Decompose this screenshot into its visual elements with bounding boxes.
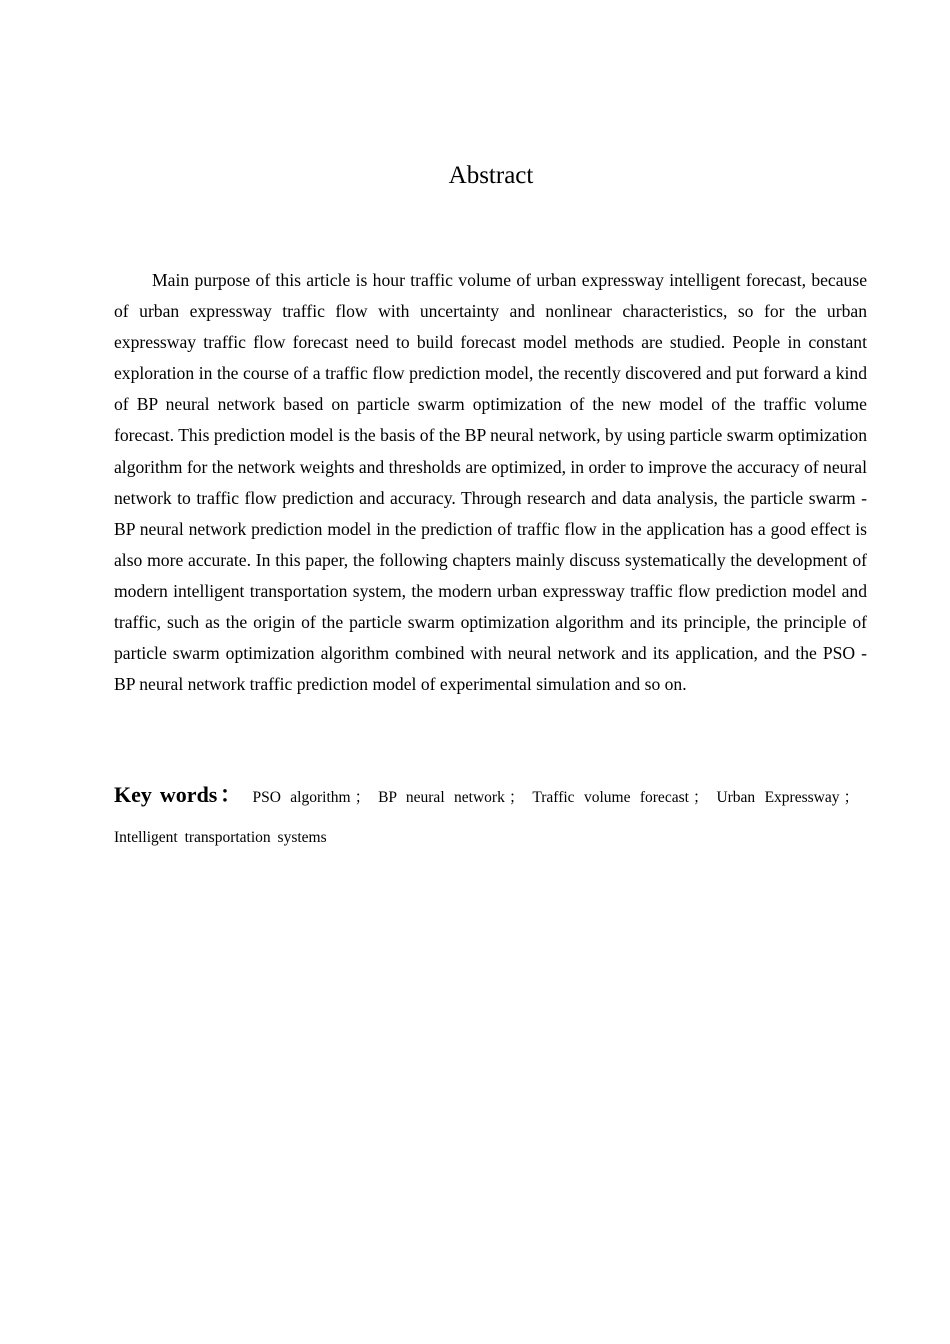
- keyword-item: Intelligent transportation systems: [114, 829, 327, 846]
- keyword-separator: ；: [508, 789, 525, 806]
- keyword-separator: ；: [692, 789, 709, 806]
- keyword-item: BP neural network: [378, 789, 505, 806]
- keyword-separator: ；: [843, 789, 859, 806]
- keywords-section: [114, 775, 867, 858]
- abstract-title: Abstract: [448, 162, 534, 189]
- keyword-separator: ；: [354, 789, 371, 806]
- keywords-label: Key words：: [114, 782, 245, 807]
- keyword-item: Traffic volume forecast: [532, 789, 689, 806]
- abstract-paragraph: Main purpose of this article is hour traffic volume of urban expressway intelligent forecast, because of urban expressway traffic flow with uncertainty and nonlinear characteristics, so for the urban expressway traffic flow forecast need to build forecast model methods are studied. People in constant exploration in the course of a traffic flow prediction model, the recently discovered and put forward a kind of BP neural network based on particle swarm optimization of the new model of the traffic volume forecast. This prediction model is the basis of the BP neural network, by using particle swarm optimization algorithm for the network weights and thresholds are optimized, in order to improve the accuracy of neural network to traffic flow prediction and accuracy. Through research and data analysis, the particle swarm - BP neural network prediction model in the prediction of traffic flow in the application has a good effect is also more accurate. In this paper, the following chapters mainly discuss systematically the development of modern intelligent transportation system, the modern urban expressway traffic flow prediction model and traffic, such as the origin of the particle swarm optimization algorithm and its principle, the principle of particle swarm optimization algorithm combined with neural network and its application, and the PSO - BP neural network traffic prediction model of experimental simulation and so on.: [114, 270, 867, 695]
- keyword-item: Urban Expressway: [716, 789, 840, 806]
- keyword-item: PSO algorithm: [252, 789, 351, 806]
